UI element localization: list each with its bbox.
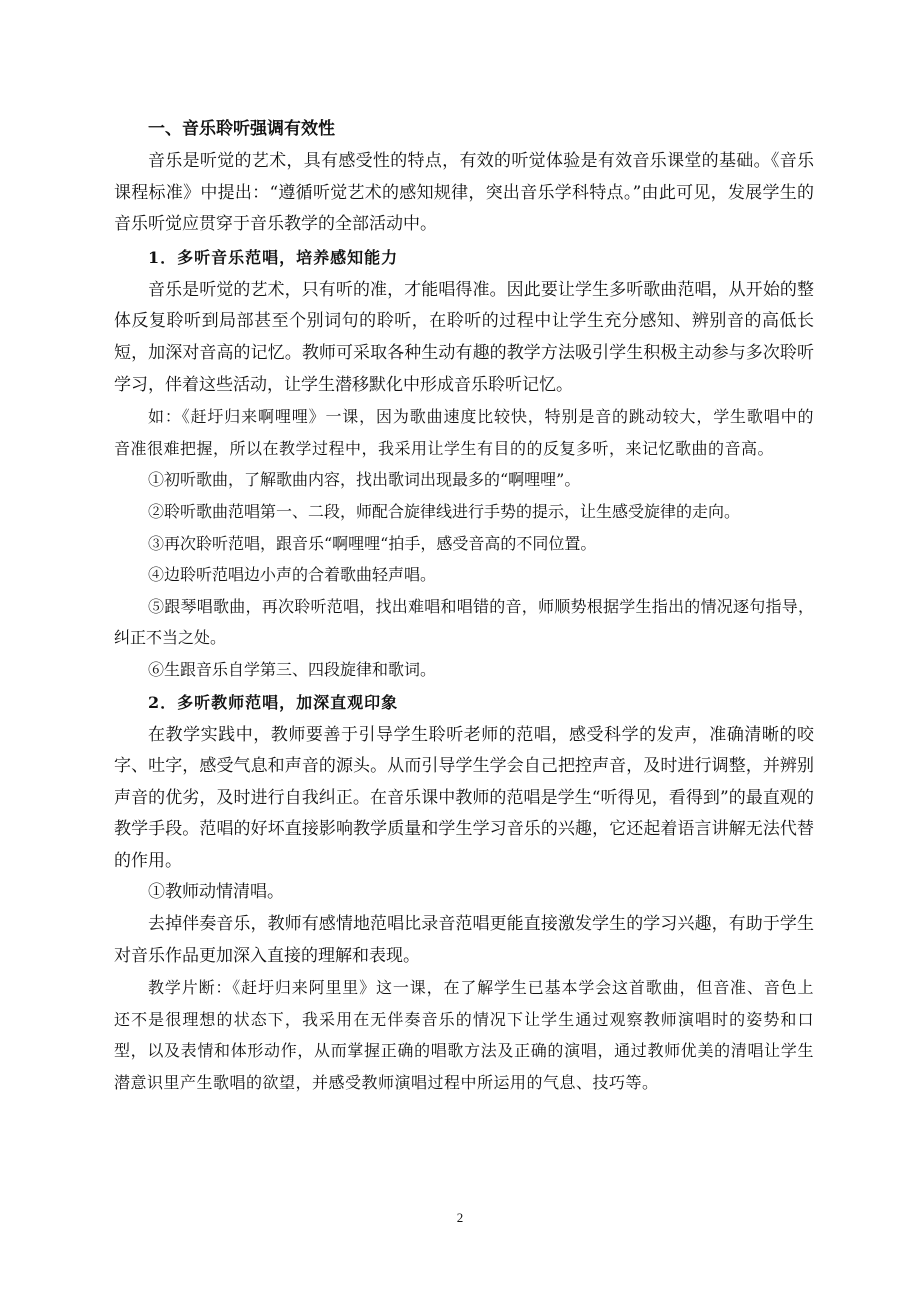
document-body [114,112,814,1099]
point-heading: ①教师动情清唱。 [148,882,284,903]
step-item-6: ⑥生跟音乐自学第三、四段旋律和歌词。 [148,659,437,679]
section-intro: 音乐是听觉的艺术，具有感受性的特点，有效的听觉体验是有效音乐课堂的基础。《音乐课程标准》中提出：“遵循听觉艺术的感知规律，突出音乐学科特点。”由此可见，发展学生的音乐听觉应贯穿于音乐教学的全部活动中。 [114,151,814,235]
teaching-fragment-paragraph: 教学片断：《赶圩归来阿里里》这一课，在了解学生已基本学会这首歌曲，但音准、音色上还不是很理想的状态下，我采用在无伴奏音乐的情况下让学生通过观察教师演唱时的姿势和口型，以及表情和体形动作，从而掌握正确的唱歌方法及正确的演唱，通过教师优美的清唱让学生潜意识里产生歌唱的欲望，并感受教师演唱过程中所运用的气息、技巧等。 [114,978,814,1093]
subsection-2-paragraph: 在教学实践中，教师要善于引导学生聆听老师的范唱，感受科学的发声，准确清晰的咬字、吐字，感受气息和声音的源头。从而引导学生学会自己把控声音，及时进行调整，并辨别声音的优劣，及时进行自我纠正。在音乐课中教师的范唱是学生“听得见，看得到”的最直观的教学手段。范唱的好坏直接影响教学质量和学生学习音乐的兴趣，它还起着语言讲解无法代替的作用。 [114,724,814,871]
step-item-1: ①初听歌曲，了解歌曲内容，找出歌词出现最多的“啊哩哩”。 [148,470,581,490]
step-item-5: ⑤跟琴唱歌曲，再次聆听范唱，找出难唱和唱错的音，师顺势根据学生指出的情况逐句指导，纠正不当之处。 [114,596,814,648]
subsection-2-heading: 2．多听教师范唱，加深直观印象 [148,692,399,712]
subsection-1-heading: 1．多听音乐范唱，培养感知能力 [148,247,399,267]
step-item-4: ④边聆听范唱边小声的合着歌曲轻声唱。 [148,565,437,585]
page-number: 2 [456,1210,464,1225]
step-item-2: ②聆听歌曲范唱第一、二段，师配合旋律线进行手势的提示，让生感受旋律的走向。 [148,501,741,521]
subsection-1-paragraph: 音乐是听觉的艺术，只有听的准，才能唱得准。因此要让学生多听歌曲范唱，从开始的整体反复聆听到局部甚至个别词句的聆听，在聆听的过程中让学生充分感知、辨别音的高低长短，加深对音高的记忆。教师可采取各种生动有趣的教学方法吸引学生积极主动参与多次聆听学习，伴着这些活动，让学生潜移默化中形成音乐聆听记忆。 [114,279,814,395]
section-heading: 一、音乐聆听强调有效性 [148,119,335,139]
step-item-3: ③再次聆听范唱，跟音乐“啊哩哩“拍手，感受音高的不同位置。 [148,533,597,553]
point-paragraph: 去掉伴奏音乐，教师有感情地范唱比录音范唱更能直接激发学生的学习兴趣，有助于学生对音乐作品更加深入直接的理解和表现。 [114,914,814,966]
example-paragraph: 如：《赶圩归来啊哩哩》一课，因为歌曲速度比较快，特别是音的跳动较大，学生歌唱中的音准很难把握，所以在教学过程中，我采用让学生有目的的反复多听，来记忆歌曲的音高。 [114,407,814,458]
